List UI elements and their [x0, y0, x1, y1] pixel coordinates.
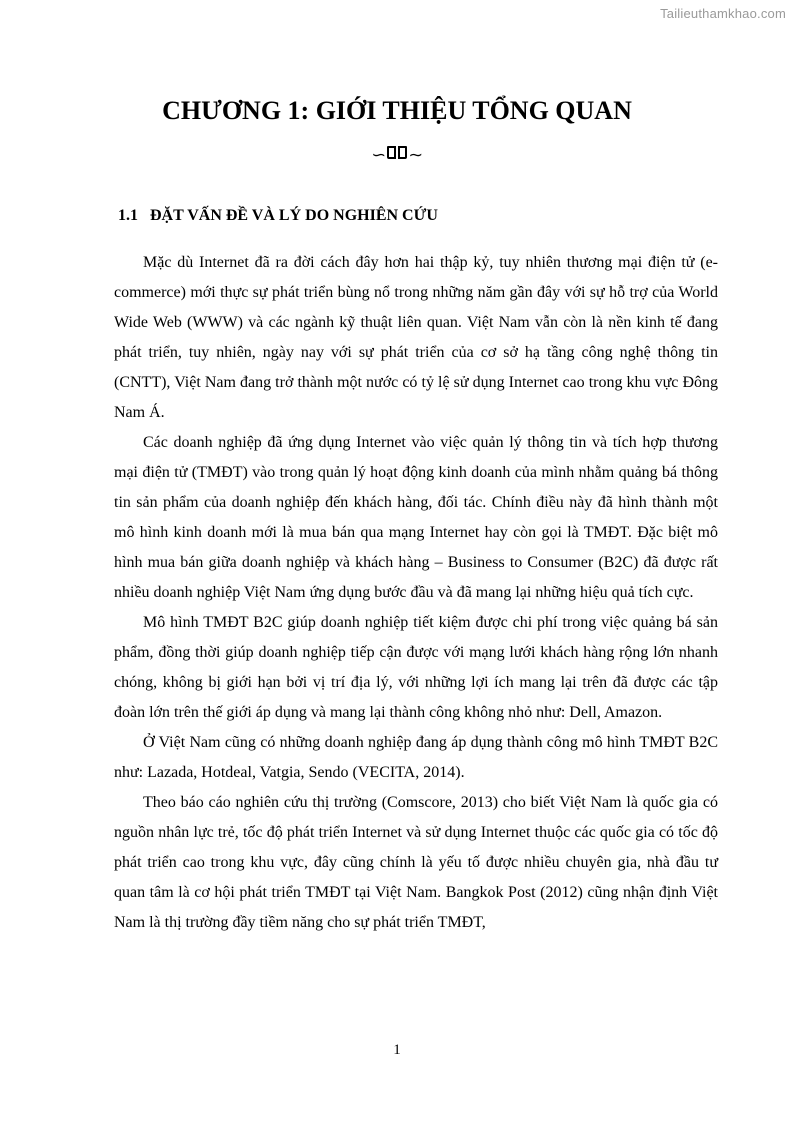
right-flourish-icon: ∼ — [408, 145, 424, 164]
section-number: 1.1 — [118, 207, 138, 224]
paragraph: Mặc dù Internet đã ra đời cách đây hơn hai thập kỷ, tuy nhiên thương mại điện tử (e-commerce) mới thực sự phát triển bùng nổ trong những năm gần đây với sự hỗ trợ của World Wide Web (WWW) và các ngành kỹ thuật liên quan. Việt Nam vẫn còn là nền kinh tế đang phát triển, tuy nhiên, ngày nay với sự phát triển của cơ sở hạ tầng công nghệ thông tin (CNTT), Việt Nam đang trở thành một nước có tỷ lệ sử dụng Internet cao trong khu vực Đông Nam Á. — [114, 254, 718, 421]
chapter-title: CHƯƠNG 1: GIỚI THIỆU TỔNG QUAN — [162, 96, 632, 125]
paragraph: Theo báo cáo nghiên cứu thị trường (Comscore, 2013) cho biết Việt Nam là quốc gia có nguồn nhân lực trẻ, tốc độ phát triển Internet và sử dụng Internet thuộc các quốc gia có tốc độ phát triển cao trong khu vực, đây cũng chính là yếu tố được nhiều chuyên gia, nhà đầu tư quan tâm là cơ hội phát triển TMĐT tại Việt Nam. Bangkok Post (2012) cũng nhận định Việt Nam là thị trường đầy tiềm năng cho sự phát triển TMĐT, — [114, 794, 718, 931]
page-number: 1 — [393, 1042, 401, 1058]
section-heading — [118, 205, 438, 227]
chapter-ornament — [0, 140, 794, 168]
paragraph: Ở Việt Nam cũng có những doanh nghiệp đang áp dụng thành công mô hình TMĐT B2C như: Lazada, Hotdeal, Vatgia, Sendo (VECITA, 2014). — [114, 734, 718, 781]
paragraph: Các doanh nghiệp đã ứng dụng Internet vào việc quản lý thông tin và tích hợp thương mại điện tử (TMĐT) vào trong quản lý hoạt động kinh doanh của mình nhằm quảng bá thông tin sản phẩm của doanh nghiệp đến khách hàng, đối tác. Chính điều này đã hình thành một mô hình kinh doanh mới là mua bán qua mạng Internet hay còn gọi là TMĐT. Đặc biệt mô hình mua bán giữa doanh nghiệp và khách hàng – Business to Consumer (B2C) đã được rất nhiều doanh nghiệp Việt Nam ứng dụng bước đầu và đã mang lại những hiệu quả tích cực. — [114, 434, 718, 601]
open-book-icon — [387, 146, 407, 161]
body-text — [114, 248, 718, 938]
watermark-text: Tailieuthamkhao.com — [660, 6, 786, 21]
left-flourish-icon: ∽ — [370, 145, 386, 164]
paragraph: Mô hình TMĐT B2C giúp doanh nghiệp tiết kiệm được chi phí trong việc quảng bá sản phẩm, đồng thời giúp doanh nghiệp tiếp cận được với mạng lưới khách hàng rộng lớn nhanh chóng, không bị giới hạn bởi vị trí địa lý, với những lợi ích mang lại trên đã được các tập đoàn lớn trên thế giới áp dụng và mang lại thành công không nhỏ như: Dell, Amazon. — [114, 614, 718, 721]
section-title: ĐẶT VẤN ĐỀ VÀ LÝ DO NGHIÊN CỨU — [150, 207, 438, 224]
